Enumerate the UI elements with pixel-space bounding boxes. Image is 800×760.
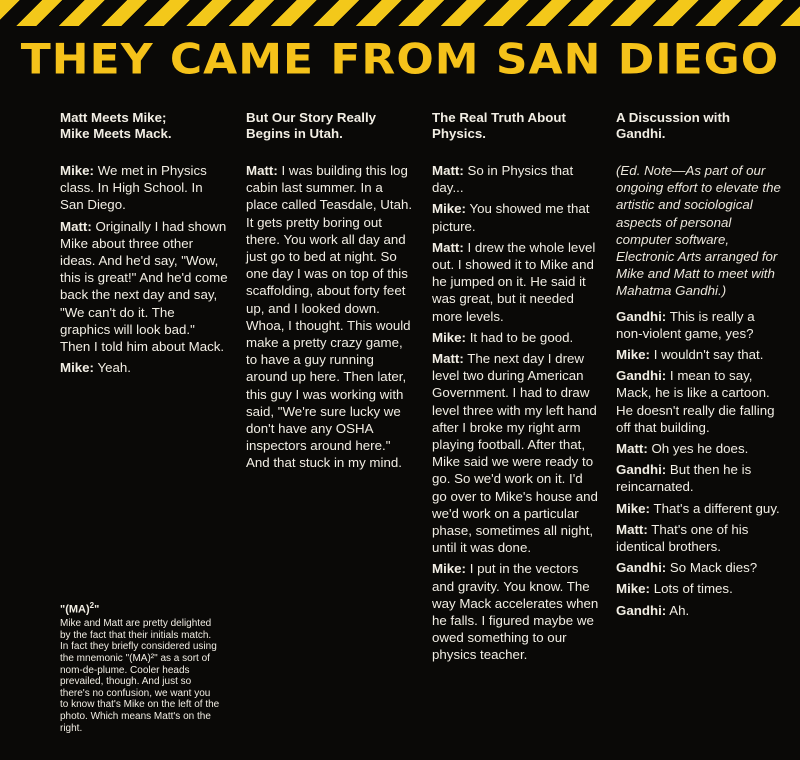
speaker-label: Matt:: [432, 351, 464, 367]
speaker-label: Gandhi:: [616, 602, 667, 618]
dialogue-text: You showed me that picture.: [432, 201, 590, 234]
dialogue-text: The next day I drew level two during American Government. I had to draw level three with my left hand after I broke my right arm playing football. After that, Mike said we were ready to go. So we'd work on it. I'd go over to Mike's house and we'd work on a particular phase, sometimes all night, until it was done.: [432, 351, 598, 556]
dialogue-paragraph: [60, 359, 228, 376]
column-discussion-with-gandhi: [616, 110, 784, 623]
ma-squared-sidebar: [60, 600, 220, 734]
dialogue-paragraph: [616, 461, 784, 495]
dialogue-paragraph: [616, 367, 784, 436]
stripe-divider: [0, 26, 800, 30]
speaker-label: Mike:: [616, 581, 650, 597]
speaker-label: Gandhi:: [616, 368, 667, 384]
sidebar-title: [60, 600, 220, 616]
dialogue-paragraph: [432, 329, 600, 346]
dialogue-text: Ah.: [666, 602, 690, 618]
dialogue-paragraph: [616, 580, 784, 597]
page-title: THEY CAME FROM SAN DIEGO: [20, 35, 780, 84]
dialogue-text: I wouldn't say that.: [650, 347, 764, 363]
dialogue-paragraph: [432, 350, 600, 556]
speaker-label: Matt:: [616, 441, 648, 457]
dialogue-paragraph: [616, 346, 784, 363]
sidebar-title-prefix: "(MA): [60, 603, 90, 616]
dialogue-text: Yeah.: [94, 360, 131, 376]
column-matt-meets-mike: [60, 110, 228, 380]
speaker-label: Mike:: [432, 329, 466, 345]
dialogue-text: I was building this log cabin last summer. In a place called Teasdale, Utah. It gets pretty boring out there. You work all day and just go to bed at night. So one day I was on top of this scaffolding, about forty feet up, and I looked down. Whoa, I thought. This would make a pretty crazy game, to have a guy running around up here. Then later, this guy I was working with said, "We're sure lucky we don't have any OSHA inspectors around here." And that stuck in my mind.: [246, 163, 413, 471]
dialogue-text: This is really a non-violent game, yes?: [616, 308, 755, 341]
dialogue-text: Oh yes he does.: [647, 441, 749, 457]
dialogue-text: But then he is reincarnated.: [616, 462, 752, 495]
speaker-label: Matt:: [432, 163, 464, 178]
speaker-label: Gandhi:: [616, 560, 667, 576]
dialogue-text: I mean to say, Mack, he is like a cartoon. He doesn't really die falling off that building.: [616, 368, 775, 435]
dialogue-text: I put in the vectors and gravity. You know. The way Mack accelerates when he falls. I figured maybe we owed something to our physics teacher.: [432, 561, 599, 663]
dialogue-text: I drew the whole level out. I showed it to Mike and he jumped on it. He said it was great, but it needed more levels.: [432, 239, 596, 324]
speaker-label: Matt:: [616, 521, 648, 537]
dialogue-paragraph: [616, 440, 784, 457]
dialogue-paragraph: [616, 500, 784, 517]
speaker-label: Gandhi:: [616, 462, 667, 478]
sidebar-title-suffix: ": [94, 603, 100, 616]
speaker-label: Mike:: [432, 561, 466, 577]
editor-note: (Ed. Note—As part of our ongoing effort to elevate the artistic and sociological aspects of personal computer software, Electronic Arts arranged for Mike and Matt to meet with Mahatma Gandhi.): [616, 163, 781, 299]
column-story-begins-in-utah: [246, 110, 414, 476]
hazard-stripe-border: [0, 0, 800, 26]
speaker-label: Matt:: [246, 163, 278, 178]
dialogue-text: So Mack dies?: [666, 560, 758, 576]
dialogue-paragraph: [60, 218, 228, 356]
dialogue-text: It had to be good.: [466, 329, 574, 345]
column-heading: The Real Truth About Physics.: [432, 110, 566, 141]
column-truth-about-physics: [432, 110, 600, 668]
dialogue-text: That's one of his identical brothers.: [616, 521, 749, 555]
speaker-label: Gandhi:: [616, 308, 667, 324]
speaker-label: Mike:: [60, 360, 94, 376]
dialogue-text: Originally I had shown Mike about three other ideas. And he'd say, "Wow, this is great!" And he'd come back the next day and say, "We can't do it. The graphics will look bad." Then I told him about Mack.: [60, 218, 228, 355]
speaker-label: Matt:: [60, 218, 92, 234]
dialogue-text: We met in Physics class. In High School. In San Diego.: [60, 163, 207, 213]
speaker-label: Matt:: [432, 239, 464, 255]
dialogue-paragraph: [616, 602, 784, 619]
dialogue-paragraph: [432, 239, 600, 325]
dialogue-paragraph: [432, 162, 600, 196]
column-heading: But Our Story Really Begins in Utah.: [246, 110, 377, 141]
dialogue-text: That's a different guy.: [650, 500, 780, 516]
speaker-label: Mike:: [616, 347, 650, 363]
speaker-label: Mike:: [616, 500, 650, 516]
column-heading: A Discussion with Gandhi.: [616, 110, 731, 141]
dialogue-text: So in Physics that day...: [432, 163, 574, 196]
speaker-label: Mike:: [432, 201, 466, 217]
dialogue-paragraph: [616, 559, 784, 576]
dialogue-paragraph: [616, 308, 784, 342]
dialogue-paragraph: [616, 521, 784, 555]
dialogue-paragraph: [432, 200, 600, 234]
dialogue-paragraph: [246, 162, 414, 472]
sidebar-text: Mike and Matt are pretty delighted by the fact that their initials match. In fact they briefly considered using the mnemonic "(MA)²" as a sort of nom-de-plume. Cooler heads prevailed, though. And just so there's no confusion, we want you to know that's Mike on the left of the photo. Which means Matt's on the right.: [60, 618, 220, 734]
dialogue-paragraph: [432, 560, 600, 663]
speaker-label: Mike:: [60, 163, 94, 178]
column-heading: Matt Meets Mike; Mike Meets Mack.: [60, 110, 172, 141]
dialogue-text: Lots of times.: [650, 581, 733, 597]
dialogue-paragraph: [60, 162, 228, 214]
sidebar-title-superscript: 2: [89, 601, 95, 610]
